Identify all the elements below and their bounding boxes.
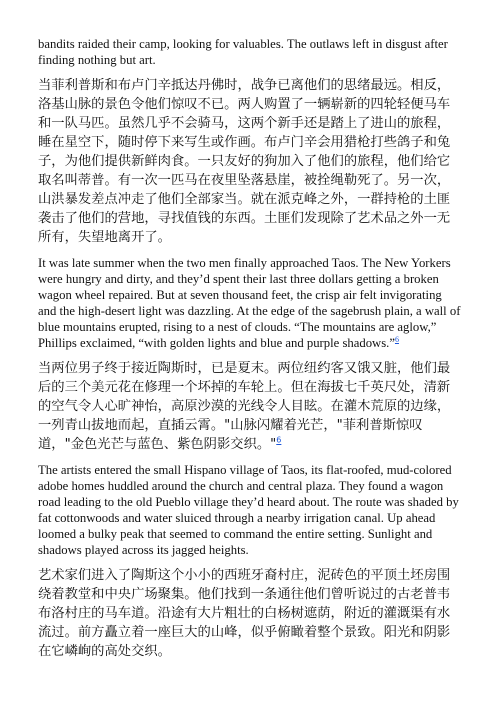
paragraph-text: The artists entered the small Hispano village of Taos, its flat-roofed, mud-colored adobe homes huddled around the church and central plaza. They found a wagon road leading to the old Pueblo village they’d heard about. The route was shaded by fat cottonwoods and water sluiced through a nearby irrigation canal. Up ahead loomed a bulky peak that seemed to command the entire setting. Sunlight and shadows played across its jagged heights.: [38, 463, 459, 557]
paragraph-text: 当两位男子终于接近陶斯时，已是夏末。两位纽约客又饿又脏，他们最后的三个美元花在修理一个坏掉的车轮上。但在海拔七千英尺处，清新的空气令人心旷神怡，高原沙漠的光线令人目眩。在灌木荒原的边缘，一列青山拔地而起，直插云霄。"山脉闪耀着光芒，"菲利普斯惊叹道，"金色光芒与蓝色、紫色阴影交织。": [38, 361, 451, 452]
paragraph-text: bandits raided their camp, looking for valuables. The outlaws left in disgust after finding nothing but art.: [38, 37, 448, 67]
paragraph-en-2: [38, 255, 463, 351]
footnote-link[interactable]: 6: [276, 435, 282, 445]
paragraph-en-1: [38, 36, 463, 68]
document-page: [38, 36, 463, 669]
paragraph-zh-2: [38, 359, 463, 454]
paragraph-zh-3: [38, 566, 463, 661]
paragraph-en-3: [38, 462, 463, 558]
paragraph-text: 艺术家们进入了陶斯这个小小的西班牙裔村庄，泥砖色的平顶土坯房围绕着教堂和中央广场聚集。他们找到一条通往他们曾听说过的古老普韦布洛村庄的马车道。沿途有大片粗壮的白杨树遮荫，附近的灌溉渠有水流过。前方矗立着一座巨大的山峰，似乎俯瞰着整个景致。阳光和阴影在它嶙峋的高处交织。: [38, 568, 451, 659]
paragraph-text: 当菲利普斯和布卢门辛抵达丹佛时，战争已离他们的思绪最远。相反，洛基山脉的景色令他们惊叹不已。两人购置了一辆崭新的四轮轻便马车和一队马匹。虽然几乎不会骑马，这两个新手还是踏上了进山的旅程，睡在星空下，随时停下来写生或作画。布卢门辛会用猎枪打些鸽子和兔子，为他们提供新鲜肉食。一只友好的狗加入了他们的旅程，他们给它取名叫蒂普。有一次一匹马在夜里坠落悬崖，被拴绳勒死了。另一次，山洪暴发差点冲走了他们全部家当。就在派克峰之外，一群持枪的土匪袭击了他们的营地，寻找值钱的东西。土匪们发现除了艺术品之外一无所有，失望地离开了。: [38, 78, 451, 245]
paragraph-zh-1: [38, 76, 463, 247]
footnote-link[interactable]: 6: [394, 334, 399, 344]
paragraph-text: It was late summer when the two men finally approached Taos. The New Yorkers were hungry and dirty, and they’d spent their last three dollars getting a broken wagon wheel repaired. But at seven thousand feet, the crisp air felt invigorating and the high-desert light was dazzling. At the edge of the sagebrush plain, a wall of blue mountains erupted, rising to a nest of clouds. “The mountains are aglow,” Phillips exclaimed, “with golden lights and blue and purple shadows.”: [38, 256, 461, 350]
